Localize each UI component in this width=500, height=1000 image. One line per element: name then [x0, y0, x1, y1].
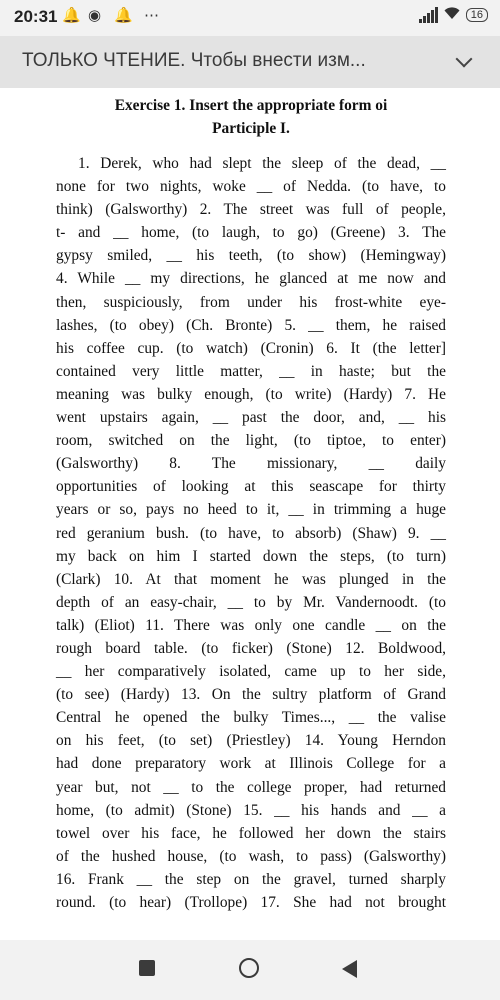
- text-line: lashes, (to obey) (Ch. Bronte) 5. __ them, he raised: [56, 316, 446, 334]
- exercise-body: [56, 152, 446, 914]
- exercise-title-line: Participle I.: [212, 120, 290, 137]
- text-line: then, suspiciously, from under his frost-white eye-: [56, 293, 446, 311]
- recent-apps-button[interactable]: [139, 960, 155, 976]
- text-line: (Galsworthy) 8. The missionary, __ daily: [56, 455, 446, 473]
- text-line: went upstairs again, __ past the door, and, __ his: [56, 409, 446, 427]
- text-line: opportunities of looking at this seascape for thirty: [56, 478, 446, 496]
- battery-icon: 16: [466, 8, 488, 22]
- text-line: (to see) (Hardy) 13. On the sultry platform of Grand: [56, 686, 446, 704]
- document-page: [56, 94, 446, 914]
- text-line: gypsy smiled, __ his teeth, (to show) (Hemingway): [56, 247, 446, 265]
- text-line: talk) (Eliot) 11. There was only one candle __ on the: [56, 616, 446, 634]
- home-button[interactable]: [239, 958, 259, 978]
- read-only-banner[interactable]: [0, 36, 500, 88]
- text-line: room, switched on the light, (to tiptoe, to enter): [56, 432, 446, 450]
- text-line: (Clark) 10. At that moment he was plunged in the: [56, 570, 446, 588]
- text-line: years or so, pays no heed to it, __ in trimming a huge: [56, 501, 446, 519]
- exercise-title: [56, 94, 446, 140]
- text-line: round. (to hear) (Trollope) 17. She had not brought: [56, 894, 446, 911]
- notification-bell-icon: 🔔: [62, 7, 81, 24]
- status-indicators: [419, 7, 488, 23]
- text-line: 16. Frank __ the step on the gravel, turned sharply: [56, 870, 446, 888]
- navigation-bar: [0, 940, 500, 1000]
- text-line: 4. While __ my directions, he glanced at me now and: [56, 270, 446, 288]
- text-line: towel over his face, he followed her down the stairs: [56, 824, 446, 842]
- status-bar: [0, 0, 500, 36]
- text-line: his coffee cup. (to watch) (Cronin) 6. It (the letter]: [56, 339, 446, 357]
- text-line: depth of an easy-chair, __ to by Mr. Vandernoodt. (to: [56, 593, 446, 611]
- text-line: year but, not __ to the college proper, had returned: [56, 778, 446, 796]
- exercise-title-line: Exercise 1. Insert the appropriate form oi: [114, 97, 388, 114]
- text-line: Central he opened the bulky Times..., __ the valise: [56, 709, 446, 727]
- chevron-down-icon[interactable]: [456, 51, 473, 68]
- text-line: meaning was bulky enough, (to write) (Hardy) 7. He: [56, 385, 446, 403]
- text-line: none for two nights, woke __ of Nedda. (to have, to: [56, 178, 446, 196]
- signal-icon: [419, 7, 438, 23]
- wifi-icon: [444, 7, 460, 23]
- text-line: 1. Derek, who had slept the sleep of the dead, __: [78, 155, 446, 172]
- more-notifications-icon: ⋯: [144, 7, 159, 24]
- text-line: __ her comparatively isolated, came up to her side,: [56, 663, 446, 681]
- text-line: home, (to admit) (Stone) 15. __ his hands and __ a: [56, 801, 446, 819]
- text-line: rough board table. (to ficker) (Stone) 12. Boldwood,: [56, 639, 446, 657]
- text-line: t- and __ home, (to laugh, to go) (Greene) 3. The: [56, 224, 446, 242]
- chrome-icon: ◉: [88, 7, 102, 24]
- clock-time: 20:31: [14, 7, 58, 26]
- notification-bell-icon: 🔔: [114, 7, 133, 24]
- back-button[interactable]: [342, 960, 357, 978]
- text-line: on his feet, (to set) (Priestley) 14. Young Herndon: [56, 732, 446, 750]
- text-line: contained very little matter, __ in haste; but the: [56, 362, 446, 380]
- text-line: think) (Galsworthy) 2. The street was full of people,: [56, 201, 446, 219]
- text-line: of the hushed house, (to wash, to pass) (Galsworthy): [56, 847, 446, 865]
- text-line: had done preparatory work at Illinois College for a: [56, 755, 446, 773]
- text-line: my back on him I started down the steps, (to turn): [56, 547, 446, 565]
- text-line: red geranium bush. (to have, to absorb) (Shaw) 9. __: [56, 524, 446, 542]
- read-only-message: ТОЛЬКО ЧТЕНИЕ. Чтобы внести изм...: [22, 50, 366, 71]
